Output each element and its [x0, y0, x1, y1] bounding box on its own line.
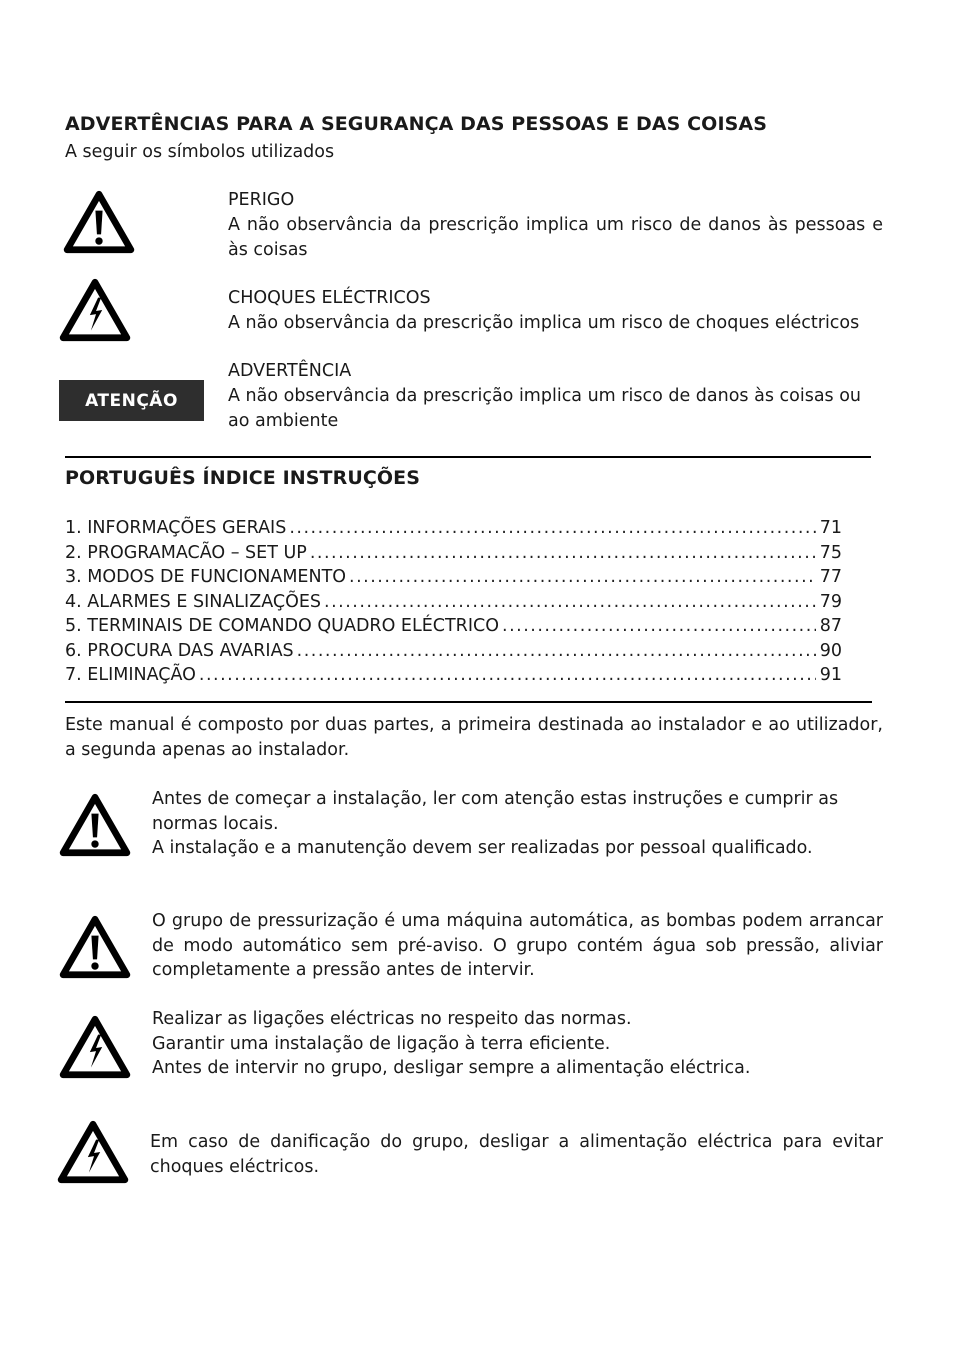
- warning-text: [152, 1007, 883, 1081]
- safety-subtitle: A seguir os símbolos utilizados: [65, 142, 335, 162]
- symbol-heading-warning: ADVERTÊNCIA: [228, 361, 352, 381]
- toc-entry[interactable]: [65, 541, 842, 566]
- toc-entry[interactable]: [65, 565, 842, 590]
- index-title: PORTUGUÊS ÍNDICE INSTRUÇÕES: [65, 467, 421, 489]
- attention-badge: ATENÇÃO: [59, 380, 204, 421]
- toc-entry-label: 1. INFORMAÇÕES GERAIS: [65, 518, 287, 538]
- toc-entry-label: 6. PROCURA DAS AVARIAS: [65, 640, 294, 661]
- intro-paragraph: Este manual é composto por duas partes, a primeira destinada ao instalador e ao utilizador, a segunda apenas ao instalador.: [65, 715, 883, 760]
- symbol-text-electric: A não observância da prescrição implica um risco de choques eléctricos: [228, 313, 860, 333]
- toc-leader-dots: [502, 614, 816, 639]
- toc-entry-page: 90: [819, 640, 842, 661]
- symbol-text-danger: A não observância da prescrição implica um risco de danos às pessoas e às coisas: [228, 215, 883, 260]
- toc-entry-page: 71: [819, 518, 842, 538]
- safety-title: ADVERTÊNCIAS PARA A SEGURANÇA DAS PESSOAS E DAS COISAS: [65, 113, 767, 135]
- warning-text: [150, 1130, 883, 1179]
- toc-leader-dots: [297, 639, 816, 664]
- toc-entry-page: 77: [819, 567, 842, 587]
- electric-shock-icon: [57, 1120, 129, 1184]
- warning-line: Antes de intervir no grupo, desligar sempre a alimentação eléctrica.: [152, 1058, 751, 1078]
- toc-leader-dots: [324, 590, 816, 615]
- toc-entry-label: 4. ALARMES E SINALIZAÇÕES: [65, 591, 322, 612]
- warning-line: Garantir uma instalação de ligação à terra eficiente.: [152, 1033, 611, 1054]
- table-of-contents: [65, 516, 842, 688]
- toc-entry-label: 7. ELIMINAÇÃO: [65, 665, 196, 685]
- warning-text: [152, 909, 883, 983]
- electric-shock-icon: [59, 1015, 131, 1079]
- toc-entry[interactable]: [65, 639, 842, 664]
- warning-line: Antes de começar a instalação, ler com atenção estas instruções e cumprir as normas locais.: [152, 789, 839, 834]
- electric-shock-icon: [59, 278, 131, 342]
- toc-entry[interactable]: [65, 614, 842, 639]
- toc-entry-label: 2. PROGRAMACÃO – SET UP: [65, 542, 307, 563]
- divider: [65, 456, 871, 458]
- warning-line: Realizar as ligações eléctricas no respeito das normas.: [152, 1009, 632, 1029]
- toc-entry-label: 5. TERMINAIS DE COMANDO QUADRO ELÉCTRICO: [65, 616, 499, 636]
- divider: [65, 701, 872, 703]
- symbol-text-warning: A não observância da prescrição implica um risco de danos às coisas ou ao ambiente: [228, 386, 862, 431]
- toc-leader-dots: [310, 541, 816, 566]
- warning-triangle-icon: [63, 190, 135, 254]
- toc-leader-dots: [349, 565, 816, 590]
- warning-line: O grupo de pressurização é uma máquina automática, as bombas podem arrancar de modo automático sem pré-aviso. O grupo contém água sob pressão, aliviar completamente a pressão antes de intervir.: [152, 911, 883, 980]
- toc-entry[interactable]: [65, 590, 842, 615]
- toc-entry-page: 91: [819, 665, 842, 685]
- warning-triangle-icon: [59, 915, 131, 979]
- toc-entry-page: 79: [819, 591, 842, 612]
- symbol-heading-danger: PERIGO: [228, 190, 295, 210]
- toc-leader-dots: [199, 663, 816, 688]
- warning-triangle-icon: [59, 793, 131, 857]
- warning-text: [152, 787, 883, 861]
- symbol-heading-electric: CHOQUES ELÉCTRICOS: [228, 288, 431, 308]
- toc-entry[interactable]: [65, 516, 842, 541]
- toc-entry-label: 3. MODOS DE FUNCIONAMENTO: [65, 567, 347, 587]
- toc-leader-dots: [289, 516, 815, 541]
- toc-entry-page: 75: [819, 542, 842, 563]
- toc-entry-page: 87: [819, 616, 842, 636]
- warning-line: A instalação e a manutenção devem ser realizadas por pessoal qualificado.: [152, 838, 813, 858]
- toc-entry[interactable]: [65, 663, 842, 688]
- warning-line: Em caso de danificação do grupo, desligar a alimentação eléctrica para evitar choques eléctricos.: [150, 1132, 883, 1177]
